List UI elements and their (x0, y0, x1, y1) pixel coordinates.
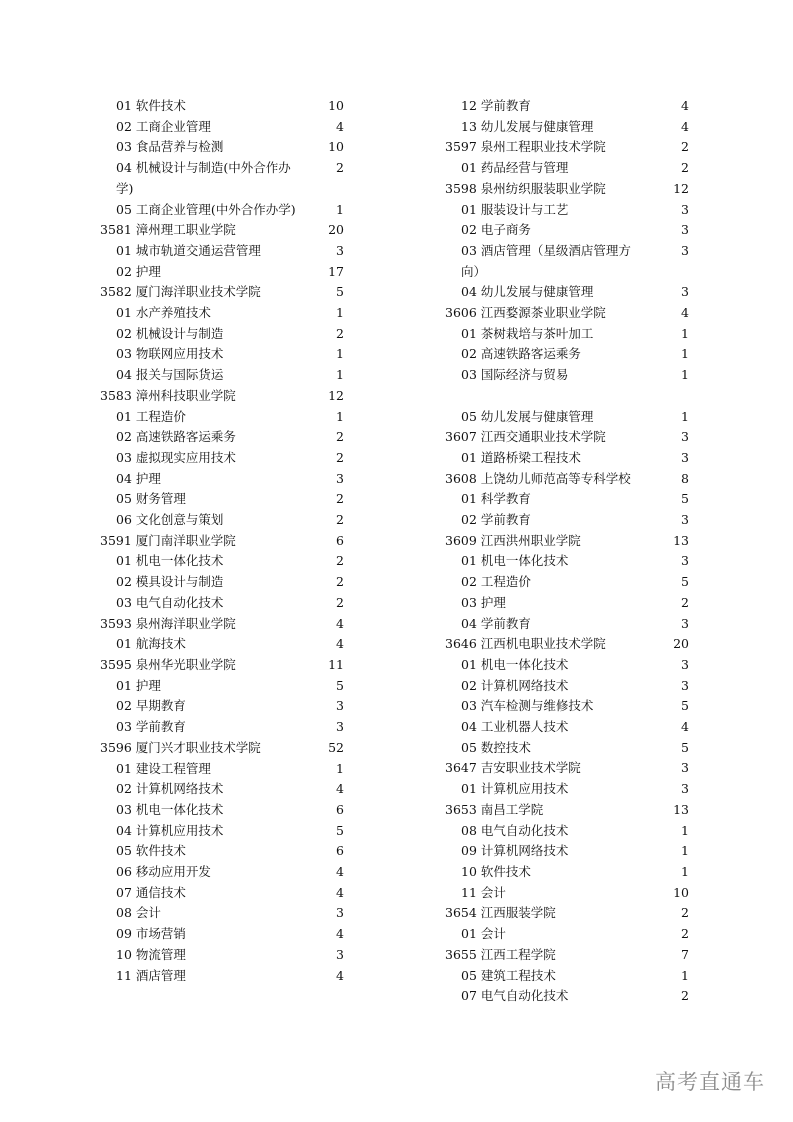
school-row (445, 945, 695, 966)
major-name: 01 护理 (116, 677, 161, 693)
major-name: 04 工业机器人技术 (461, 719, 569, 735)
school-row (100, 282, 400, 303)
major-row (100, 924, 400, 945)
major-name: 05 数控技术 (461, 739, 531, 755)
quota-count: 2 (336, 449, 344, 465)
quota-count: 1 (681, 967, 689, 983)
quota-count: 3 (681, 201, 689, 217)
major-row (445, 862, 695, 883)
quota-count: 1 (681, 864, 689, 879)
quota-count: 1 (681, 346, 689, 362)
school-name: 3646 江西机电职业技术学院 (445, 636, 606, 652)
quota-count: 4 (336, 118, 344, 134)
quota-count: 3 (681, 222, 689, 238)
major-row (445, 344, 695, 365)
quota-count: 2 (336, 491, 344, 507)
quota-count: 1 (681, 408, 689, 424)
school-row (100, 655, 400, 676)
quota-count: 4 (681, 98, 689, 113)
major-name: 02 机械设计与制造 (116, 325, 224, 341)
quota-count: 2 (681, 160, 689, 176)
major-row (445, 407, 695, 428)
major-name: 02 计算机网络技术 (116, 781, 224, 797)
quota-count: 1 (336, 305, 344, 321)
major-name: 02 高速铁路客运乘务 (116, 429, 236, 445)
major-row (445, 324, 695, 345)
major-name: 03 机电一体化技术 (116, 801, 224, 817)
major-row (445, 614, 695, 635)
quota-count: 13 (673, 801, 689, 817)
right-enrollment-list (445, 96, 695, 1007)
school-name: 3609 江西洪州职业学院 (445, 532, 581, 548)
quota-count: 6 (336, 532, 344, 548)
quota-count: 52 (328, 739, 344, 755)
major-row (445, 96, 695, 117)
major-row (100, 593, 400, 614)
major-row (445, 510, 695, 531)
major-row (445, 593, 695, 614)
major-name: 02 电子商务 (461, 222, 531, 238)
school-name: 3581 漳州理工职业学院 (100, 222, 236, 238)
school-row (100, 738, 400, 759)
quota-count: 4 (336, 615, 344, 631)
left-enrollment-list (100, 96, 400, 986)
quota-count: 12 (673, 180, 689, 196)
major-row (100, 344, 400, 365)
quota-count: 1 (681, 822, 689, 838)
quota-count: 20 (328, 222, 344, 238)
school-name: 3653 南昌工学院 (445, 801, 544, 817)
major-row (100, 551, 400, 572)
quota-count: 5 (681, 698, 689, 714)
school-name: 3583 漳州科技职业学院 (100, 387, 236, 403)
major-row (100, 365, 400, 386)
major-row (100, 696, 400, 717)
major-row (445, 966, 695, 987)
major-name: 02 计算机网络技术 (461, 677, 569, 693)
major-name: 03 汽车检测与维修技术 (461, 698, 594, 714)
major-row (445, 883, 695, 904)
major-row (100, 137, 400, 158)
major-name: 01 道路桥梁工程技术 (461, 449, 581, 465)
major-name: 01 软件技术 (116, 98, 186, 113)
school-row (445, 427, 695, 448)
major-name: 11 会计 (461, 884, 506, 900)
school-row (445, 758, 695, 779)
quota-count: 10 (328, 98, 344, 113)
major-row (100, 779, 400, 800)
quota-count: 2 (336, 325, 344, 341)
school-name: 3608 上饶幼儿师范高等专科学校 (445, 470, 631, 486)
major-row (100, 241, 400, 262)
school-name: 3582 厦门海洋职业技术学院 (100, 284, 261, 300)
school-name: 3607 江西交通职业技术学院 (445, 429, 606, 445)
major-row (100, 717, 400, 738)
quota-count: 20 (673, 636, 689, 652)
quota-count: 2 (681, 905, 689, 921)
school-row (445, 531, 695, 552)
quota-count: 10 (328, 139, 344, 155)
major-row (445, 200, 695, 221)
quota-count: 4 (681, 719, 689, 735)
quota-count: 4 (681, 305, 689, 321)
major-name: 02 工商企业管理 (116, 118, 211, 134)
major-name: 04 幼儿发展与健康管理 (461, 284, 594, 300)
school-row (445, 634, 695, 655)
quota-count: 4 (336, 636, 344, 652)
major-row (100, 117, 400, 138)
major-name: 12 学前教育 (461, 98, 531, 113)
school-row (100, 386, 400, 407)
quota-count: 5 (681, 491, 689, 507)
quota-count: 11 (328, 656, 344, 672)
quota-count: 1 (681, 325, 689, 341)
watermark-logo: 高考直通车 (655, 1070, 765, 1094)
major-name: 05 建筑工程技术 (461, 967, 556, 983)
major-row (100, 966, 400, 987)
major-name: 13 幼儿发展与健康管理 (461, 118, 594, 134)
major-name: 01 建设工程管理 (116, 760, 211, 776)
major-name: 01 水产养殖技术 (116, 305, 211, 321)
major-name: 02 早期教育 (116, 698, 186, 714)
major-row (445, 282, 695, 303)
quota-count: 5 (336, 677, 344, 693)
major-row (445, 655, 695, 676)
school-row (445, 179, 695, 200)
school-name: 3598 泉州纺织服装职业学院 (445, 180, 606, 196)
major-row (445, 551, 695, 572)
school-name: 3606 江西婺源茶业职业学院 (445, 305, 606, 321)
school-name: 3593 泉州海洋职业学院 (100, 615, 236, 631)
major-row (100, 158, 400, 199)
quota-count: 7 (681, 946, 689, 962)
major-name: 09 计算机网络技术 (461, 843, 569, 859)
major-row (445, 572, 695, 593)
quota-count: 3 (336, 719, 344, 735)
major-name: 02 模具设计与制造 (116, 574, 224, 590)
school-row (100, 614, 400, 635)
major-row (445, 696, 695, 717)
major-row (445, 738, 695, 759)
major-row (100, 759, 400, 780)
major-row (100, 96, 400, 117)
major-name: 01 科学教育 (461, 491, 531, 507)
major-row (100, 407, 400, 428)
quota-count: 3 (681, 781, 689, 797)
major-row (445, 717, 695, 738)
quota-count: 3 (336, 242, 344, 258)
school-name: 3655 江西工程学院 (445, 946, 556, 962)
major-name: 03 物联网应用技术 (116, 346, 224, 362)
quota-count: 3 (336, 698, 344, 714)
major-name: 06 移动应用开发 (116, 864, 211, 880)
quota-count: 3 (681, 284, 689, 300)
major-row (100, 427, 400, 448)
quota-count: 1 (681, 367, 689, 383)
quota-count: 5 (336, 284, 344, 300)
major-name: 05 软件技术 (116, 843, 186, 859)
major-name: 01 机电一体化技术 (116, 553, 224, 569)
blank-row (445, 386, 695, 407)
quota-count: 4 (336, 781, 344, 797)
quota-count: 3 (681, 429, 689, 445)
major-name: 01 药品经营与管理 (461, 160, 569, 176)
quota-count: 3 (681, 656, 689, 672)
quota-count: 1 (336, 367, 344, 383)
quota-count: 13 (673, 532, 689, 548)
quota-count: 2 (336, 429, 344, 445)
quota-count: 4 (336, 967, 344, 983)
major-row (445, 117, 695, 138)
major-name: 10 软件技术 (461, 864, 531, 879)
quota-count: 1 (336, 346, 344, 362)
quota-count: 4 (336, 864, 344, 880)
major-name: 07 电气自动化技术 (461, 988, 569, 1004)
major-row (100, 303, 400, 324)
major-row (100, 448, 400, 469)
quota-count: 3 (681, 242, 689, 258)
major-row (445, 841, 695, 862)
school-name: 3654 江西服装学院 (445, 905, 556, 921)
major-name: 02 护理 (116, 263, 161, 279)
quota-count: 3 (336, 905, 344, 921)
major-name: 01 机电一体化技术 (461, 656, 569, 672)
major-name: 03 护理 (461, 594, 506, 610)
quota-count: 8 (681, 470, 689, 486)
quota-count: 2 (336, 553, 344, 569)
quota-count: 1 (681, 843, 689, 859)
school-name: 3597 泉州工程职业技术学院 (445, 139, 606, 155)
quota-count: 3 (336, 470, 344, 486)
major-row (445, 448, 695, 469)
school-row (445, 303, 695, 324)
quota-count: 2 (336, 160, 344, 176)
major-name: 05 工商企业管理(中外合作办学) (116, 201, 296, 217)
quota-count: 1 (336, 201, 344, 217)
major-row (100, 510, 400, 531)
quota-count: 2 (681, 139, 689, 155)
major-name: 11 酒店管理 (116, 967, 186, 983)
major-name: 05 财务管理 (116, 491, 186, 507)
school-row (100, 220, 400, 241)
major-row (445, 986, 695, 1007)
major-name: 06 文化创意与策划 (116, 512, 224, 528)
school-row (445, 800, 695, 821)
major-row (100, 324, 400, 345)
school-name: 3596 厦门兴才职业技术学院 (100, 739, 261, 755)
quota-count: 6 (336, 801, 344, 817)
major-name: 01 机电一体化技术 (461, 553, 569, 569)
major-row (100, 634, 400, 655)
major-name: 03 学前教育 (116, 719, 186, 735)
major-name: 01 航海技术 (116, 636, 186, 652)
school-row (445, 137, 695, 158)
quota-count: 5 (681, 739, 689, 755)
major-name: 05 幼儿发展与健康管理 (461, 408, 594, 424)
quota-count: 5 (681, 574, 689, 590)
school-row (445, 469, 695, 490)
major-name: 08 会计 (116, 905, 161, 921)
major-name: 03 电气自动化技术 (116, 594, 224, 610)
major-name: 02 学前教育 (461, 512, 531, 528)
major-name: 01 城市轨道交通运营管理 (116, 242, 261, 258)
major-name: 03 酒店管理（星级酒店管理方向） (461, 242, 631, 279)
quota-count: 5 (336, 822, 344, 838)
quota-count: 3 (681, 615, 689, 631)
quota-count: 10 (673, 884, 689, 900)
school-name: 3647 吉安职业技术学院 (445, 760, 581, 776)
major-row (445, 220, 695, 241)
major-row (100, 862, 400, 883)
major-row (100, 800, 400, 821)
major-row (100, 200, 400, 221)
major-name: 04 机械设计与制造(中外合作办学) (116, 160, 291, 196)
quota-count: 1 (336, 760, 344, 776)
major-name: 04 护理 (116, 470, 161, 486)
major-row (445, 821, 695, 842)
major-row (100, 262, 400, 283)
major-row (100, 945, 400, 966)
quota-count: 2 (336, 512, 344, 528)
quota-count: 2 (336, 574, 344, 590)
major-row (100, 572, 400, 593)
major-name: 07 通信技术 (116, 884, 186, 900)
major-name: 01 会计 (461, 926, 506, 942)
major-row (445, 489, 695, 510)
major-row (445, 676, 695, 697)
major-name: 04 报关与国际货运 (116, 367, 224, 383)
major-name: 08 电气自动化技术 (461, 822, 569, 838)
major-name: 03 食品营养与检测 (116, 139, 224, 155)
quota-count: 3 (681, 449, 689, 465)
quota-count: 17 (328, 263, 344, 279)
major-name: 01 茶树栽培与茶叶加工 (461, 325, 594, 341)
major-name: 04 学前教育 (461, 615, 531, 631)
major-row (100, 489, 400, 510)
school-name: 3591 厦门南洋职业学院 (100, 532, 236, 548)
school-row (445, 903, 695, 924)
major-name: 02 高速铁路客运乘务 (461, 346, 581, 362)
major-row (445, 779, 695, 800)
major-row (100, 821, 400, 842)
quota-count: 2 (681, 926, 689, 942)
quota-count: 3 (336, 946, 344, 962)
major-row (445, 924, 695, 945)
major-row (100, 903, 400, 924)
major-name: 03 虚拟现实应用技术 (116, 449, 236, 465)
major-row (100, 676, 400, 697)
school-name: 3595 泉州华光职业学院 (100, 656, 236, 672)
major-name: 01 服装设计与工艺 (461, 201, 569, 217)
quota-count: 4 (681, 118, 689, 134)
quota-count: 2 (681, 594, 689, 610)
quota-count: 4 (336, 884, 344, 900)
major-name: 01 工程造价 (116, 408, 186, 424)
major-name: 04 计算机应用技术 (116, 822, 224, 838)
quota-count: 1 (336, 408, 344, 424)
quota-count: 4 (336, 926, 344, 942)
major-row (445, 158, 695, 179)
major-row (100, 883, 400, 904)
major-name: 03 国际经济与贸易 (461, 367, 569, 383)
major-row (100, 841, 400, 862)
major-name: 01 计算机应用技术 (461, 781, 569, 797)
major-row (445, 365, 695, 386)
quota-count: 2 (336, 594, 344, 610)
quota-count: 3 (681, 553, 689, 569)
major-name: 02 工程造价 (461, 574, 531, 590)
quota-count: 3 (681, 760, 689, 776)
major-name: 10 物流管理 (116, 946, 186, 962)
school-row (100, 531, 400, 552)
major-row (445, 241, 695, 282)
quota-count: 6 (336, 843, 344, 859)
quota-count: 3 (681, 677, 689, 693)
quota-count: 3 (681, 512, 689, 528)
quota-count: 2 (681, 988, 689, 1004)
major-name: 09 市场营销 (116, 926, 186, 942)
major-row (100, 469, 400, 490)
quota-count: 12 (328, 387, 344, 403)
